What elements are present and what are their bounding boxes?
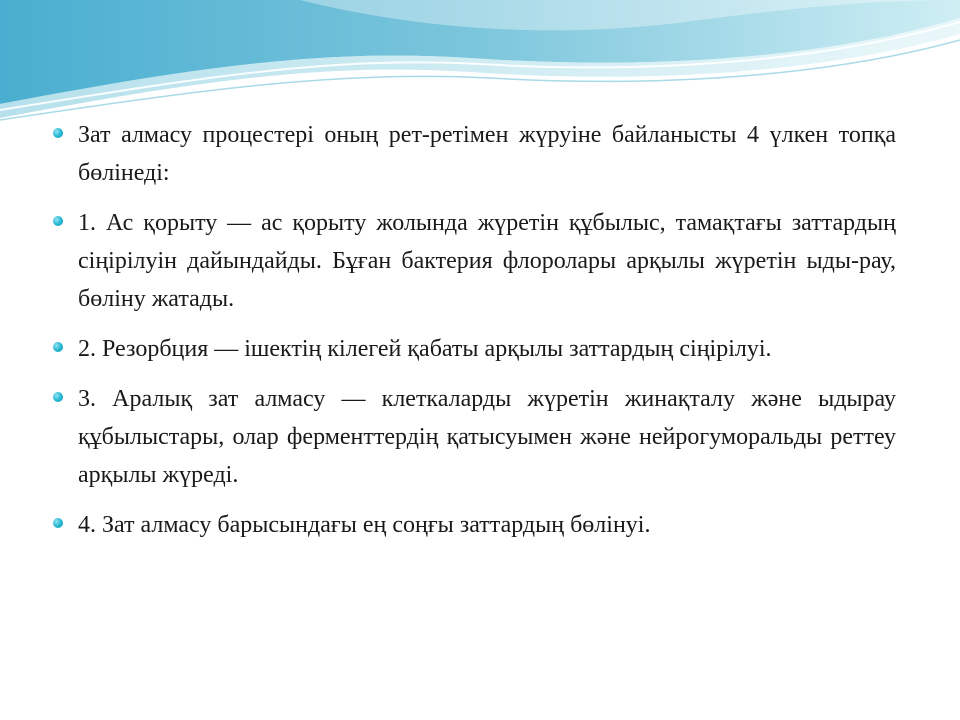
bullet-dot-icon — [53, 518, 63, 528]
bullet-text: 4. Зат алмасу барысындағы ең соңғы заттардың бөлінуі. — [78, 512, 651, 538]
bullet-dot-icon — [53, 128, 63, 138]
bullet-text: 1. Ас қорыту — ас қорыту жолында жүретін құбылыс, тамақтағы заттардың сіңірілуін дайындайды. Бұған бактерия флоролары арқылы жүретін ыды-рау, бөліну жатады. — [78, 210, 896, 312]
bullet-dot-icon — [53, 216, 63, 226]
bullet-dot-icon — [53, 392, 63, 402]
bullet-item-2 — [50, 330, 896, 368]
header-wave-decoration — [0, 0, 960, 130]
bullet-text: Зат алмасу процестері оның рет-ретімен жүруіне байланысты 4 үлкен топқа бөлінеді: — [78, 122, 896, 186]
bullet-list — [50, 116, 896, 556]
bullet-text: 2. Резорбция — ішектің кілегей қабаты арқылы заттардың сіңірілуі. — [78, 336, 772, 362]
bullet-dot-icon — [53, 342, 63, 352]
bullet-item-4 — [50, 506, 896, 544]
bullet-item-1 — [50, 204, 896, 318]
bullet-item-intro — [50, 116, 896, 192]
bullet-text: 3. Аралық зат алмасу — клеткаларды жүретін жинақталу және ыдырау құбылыстары, олар ферменттердің қатысуымен және нейрогуморальды реттеу арқылы жүреді. — [78, 386, 896, 488]
bullet-item-3 — [50, 380, 896, 494]
